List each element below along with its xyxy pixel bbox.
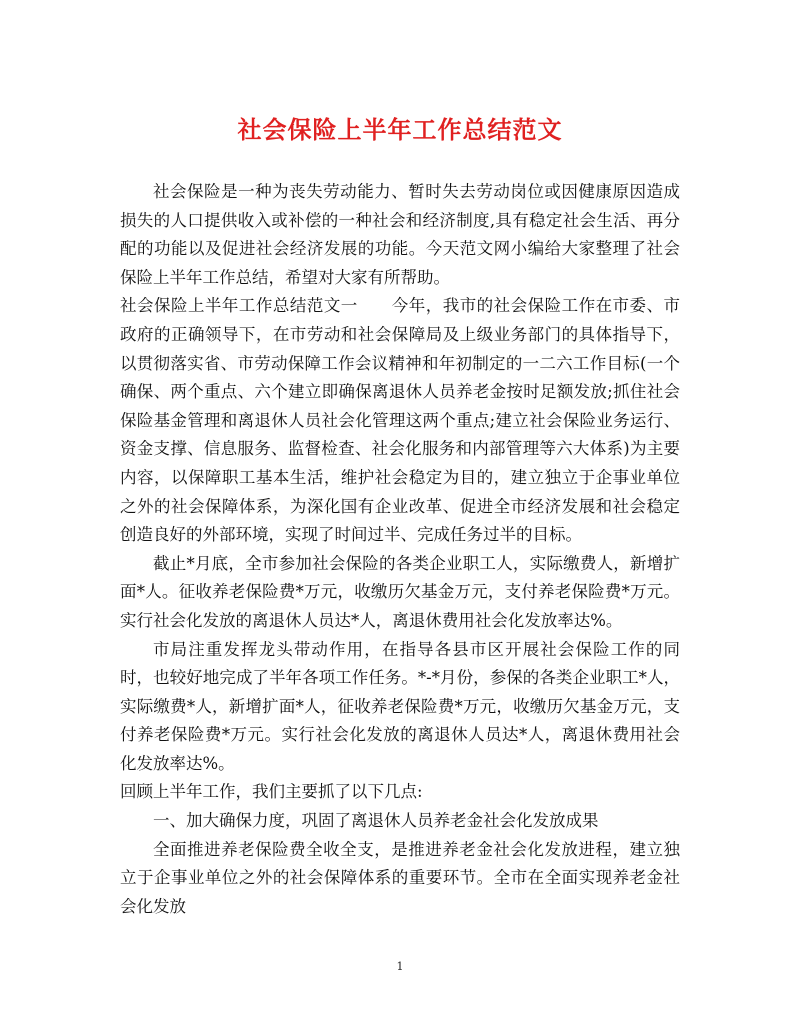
document-body [120,178,680,921]
paragraph-review: 回顾上半年工作，我们主要抓了以下几点: [120,782,423,802]
page-number: 1 [396,960,404,973]
paragraph-summary-one: 社会保险上半年工作总结范文一 今年，我市的社会保险工作在市委、市政府的正确领导下，在市劳动和社会保障局及上级业务部门的具体指导下，以贯彻落实省、市劳动保障工作会议精神和年初制定的一二六工作目标(一个确保、两个重点、六个建立即确保离退休人员养老金按时足额发放;抓住社会保险基金管理和离退休人员社会化管理这两个重点;建立社会保险业务运行、资金支撑、信息服务、监督检查、社会化服务和内部管理等六大体系)为主要内容，以保障职工基本生活，维护社会稳定为目的，建立独立于企事业单位之外的社会保障体系，为深化国有企业改革、促进全市经济发展和社会稳定创造良好的外部环境，实现了时间过半、完成任务过半的目标。 [120,296,680,545]
paragraph-statistics: 截止*月底，全市参加社会保险的各类企业职工人，实际缴费人，新增扩面*人。征收养老保险费*万元，收缴历欠基金万元，支付养老保险费*万元。实行社会化发放的离退休人员达*人，离退休费用社会化发放率达%。 [120,553,680,630]
document-title: 社会保险上半年工作总结范文 [237,115,563,144]
paragraph-pension: 全面推进养老保险费全收全支，是推进养老金社会化发放进程，建立独立于企事业单位之外的社会保障体系的重要环节。全市在全面实现养老金社会化发放 [120,839,680,916]
paragraph-intro: 社会保险是一种为丧失劳动能力、暂时失去劳动岗位或因健康原因造成损失的人口提供收入或补偿的一种社会和经济制度,具有稳定社会生活、再分配的功能以及促进社会经济发展的功能。今天范文网小编给大家整理了社会保险上半年工作总结，希望对大家有所帮助。 [120,182,680,287]
paragraph-city-bureau: 市局注重发挥龙头带动作用，在指导各县市区开展社会保险工作的同时，也较好地完成了半年各项工作任务。*-*月份，参保的各类企业职工*人，实际缴费*人，新增扩面*人，征收养老保险费*万元，收缴历欠基金万元，支付养老保险费*万元。实行社会化发放的离退休人员达*人，离退休费用社会化发放率达%。 [120,639,680,773]
section-heading-one: 一、加大确保力度，巩固了离退休人员养老金社会化发放成果 [153,811,599,831]
